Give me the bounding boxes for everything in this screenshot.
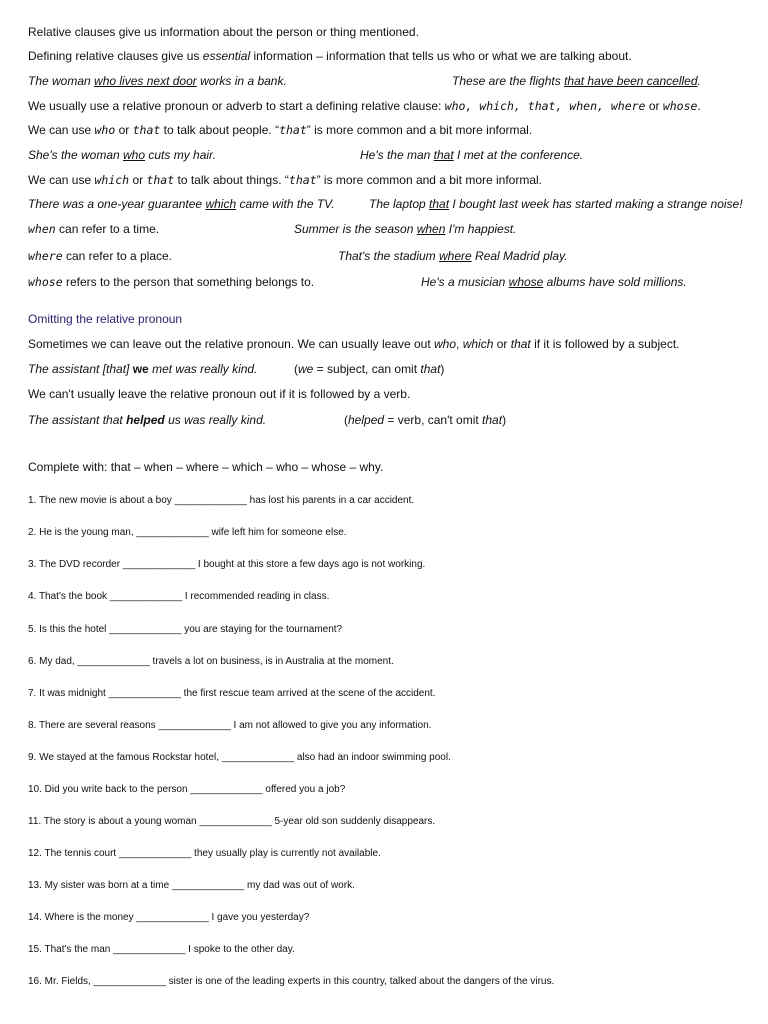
text: = subject, can omit <box>313 362 421 376</box>
exercise-item: 15. That's the man _____________ I spoke to the other day. <box>28 944 295 955</box>
text: ( <box>344 413 348 427</box>
text: ) <box>440 362 445 376</box>
text: , <box>456 337 463 351</box>
pronoun: that <box>510 337 531 351</box>
text: That's the stadium <box>338 249 440 263</box>
pronoun: who <box>94 123 116 137</box>
text: I bought last week has started making a strange noise! <box>449 197 743 211</box>
pronoun: whose <box>662 99 698 113</box>
exercise-item: 4. That's the book _____________ I recommended reading in class. <box>28 591 330 602</box>
text: She's the woman <box>28 148 124 162</box>
text: we <box>298 362 314 376</box>
text: ( <box>294 362 298 376</box>
where-rule <box>28 249 172 264</box>
text: ) <box>502 413 507 427</box>
note-subject <box>294 362 444 377</box>
exercise-item: 2. He is the young man, _____________ wife left him for someone else. <box>28 527 347 538</box>
underlined-pronoun: where <box>439 249 472 263</box>
text: Summer is the season <box>294 222 417 236</box>
underlined-pronoun: that <box>429 197 450 211</box>
text: met was really kind. <box>148 362 258 376</box>
example-conference <box>360 148 583 163</box>
example-summer <box>294 222 516 237</box>
text: refers to the person that something belongs to. <box>62 275 315 289</box>
underlined-pronoun: which <box>205 197 237 211</box>
text: He's a musician <box>421 275 509 289</box>
text: I'm happiest. <box>445 222 517 236</box>
text: information – information that tells us who or what we are talking about. <box>250 49 632 63</box>
text: helped <box>348 413 385 427</box>
underlined-pronoun: who <box>123 148 146 162</box>
text: He's the man <box>360 148 434 162</box>
when-rule <box>28 222 159 237</box>
text: ” is more common and a bit more informal. <box>306 123 533 137</box>
text: or <box>129 173 147 187</box>
text: or <box>115 123 133 137</box>
exercise-item: 16. Mr. Fields, _____________ sister is one of the leading experts in this country, talked about the dangers of the virus. <box>28 976 555 987</box>
things-rule <box>28 173 542 188</box>
text: Defining relative clauses give us <box>28 49 203 63</box>
text: that <box>420 362 441 376</box>
text: The laptop <box>369 197 430 211</box>
exercise-item: 11. The story is about a young woman _____________ 5-year old son suddenly disappears. <box>28 816 436 827</box>
intro-line-2 <box>28 49 632 64</box>
pronoun: that <box>288 173 317 187</box>
pronoun: where <box>28 249 63 263</box>
pronoun: that <box>279 123 307 137</box>
text: or <box>493 337 511 351</box>
exercise-item: 3. The DVD recorder _____________ I bought at this store a few days ago is not working. <box>28 559 426 570</box>
text: came with the TV. <box>236 197 335 211</box>
text: can refer to a time. <box>55 222 160 236</box>
exercise-item: 13. My sister was born at a time _____________ my dad was out of work. <box>28 880 355 891</box>
text: I met at the conference. <box>453 148 584 162</box>
exercise-item: 14. Where is the money _____________ I gave you yesterday? <box>28 912 310 923</box>
text: to talk about people. “ <box>160 123 280 137</box>
text: We can use <box>28 173 95 187</box>
text: . <box>697 99 701 113</box>
pronoun: that <box>146 173 175 187</box>
pronoun-list: who, which, that, when, where <box>444 99 646 113</box>
whose-rule <box>28 275 314 290</box>
exercise-item: 10. Did you write back to the person _____________ offered you a job? <box>28 784 346 795</box>
exercise-instruction: Complete with: that – when – where – which – who – whose – why. <box>28 460 384 474</box>
omit-rule-subject <box>28 337 679 352</box>
text: We usually use a relative pronoun or adverb to start a defining relative clause: <box>28 99 445 113</box>
pronoun: who <box>434 337 457 351</box>
exercise-item: 9. We stayed at the famous Rockstar hotel, _____________ also had an indoor swimming pool. <box>28 752 451 763</box>
underlined-clause: who lives next door <box>94 74 197 88</box>
text: The assistant that <box>28 413 127 427</box>
emphasis: essential <box>202 49 251 63</box>
bold-verb: helped <box>126 413 165 427</box>
underlined-pronoun: when <box>416 222 446 236</box>
text: works in a bank. <box>196 74 287 88</box>
example-laptop <box>369 197 743 212</box>
text: cuts my hair. <box>145 148 216 162</box>
exercise-item: 5. Is this the hotel _____________ you are staying for the tournament? <box>28 624 343 635</box>
example-assistant-we <box>28 362 257 377</box>
text: Sometimes we can leave out the relative pronoun. We can usually leave out <box>28 337 435 351</box>
underlined-clause: that have been cancelled <box>564 74 698 88</box>
exercise-item: 8. There are several reasons _____________ I am not allowed to give you any information. <box>28 720 432 731</box>
underlined-pronoun: that <box>433 148 454 162</box>
pronoun: whose <box>28 275 63 289</box>
text: The assistant [that] <box>28 362 133 376</box>
pronoun: that <box>132 123 161 137</box>
underlined-pronoun: whose <box>508 275 544 289</box>
pronoun: which <box>94 173 130 187</box>
example-assistant-helped <box>28 413 266 428</box>
text: Real Madrid play. <box>471 249 568 263</box>
text: These are the flights <box>452 74 565 88</box>
exercise-item: 12. The tennis court _____________ they usually play is currently not available. <box>28 848 381 859</box>
text: can refer to a place. <box>62 249 173 263</box>
section-heading-omitting: Omitting the relative pronoun <box>28 312 183 326</box>
text: or <box>645 99 663 113</box>
bold-subject: we <box>132 362 149 376</box>
exercise-item: 1. The new movie is about a boy _____________ has lost his parents in a car accident. <box>28 495 415 506</box>
omit-rule-verb: We can't usually leave the relative pronoun out if it is followed by a verb. <box>28 387 411 401</box>
note-verb <box>344 413 506 428</box>
text: if it is followed by a subject. <box>530 337 680 351</box>
text: = verb, can't omit <box>384 413 483 427</box>
exercise-item: 7. It was midnight _____________ the first rescue team arrived at the scene of the accident. <box>28 688 436 699</box>
text: us was really kind. <box>164 413 267 427</box>
exercise-item: 6. My dad, _____________ travels a lot on business, is in Australia at the moment. <box>28 656 394 667</box>
pronoun: which <box>462 337 494 351</box>
example-musician <box>421 275 687 290</box>
intro-line-1: Relative clauses give us information about the person or thing mentioned. <box>28 25 419 39</box>
example-woman <box>28 74 287 89</box>
example-hair <box>28 148 216 163</box>
people-rule <box>28 123 532 138</box>
text: ” is more common and a bit more informal. <box>316 173 543 187</box>
example-stadium <box>338 249 568 264</box>
text: We can use <box>28 123 95 137</box>
pronoun: when <box>28 222 56 236</box>
example-flights <box>452 74 701 89</box>
text: to talk about things. “ <box>174 173 289 187</box>
text: There was a one-year guarantee <box>28 197 206 211</box>
example-tv <box>28 197 335 212</box>
text: . <box>697 74 701 88</box>
relative-pronoun-intro <box>28 99 701 114</box>
text: The woman <box>28 74 95 88</box>
text: that <box>482 413 503 427</box>
text: albums have sold millions. <box>543 275 687 289</box>
